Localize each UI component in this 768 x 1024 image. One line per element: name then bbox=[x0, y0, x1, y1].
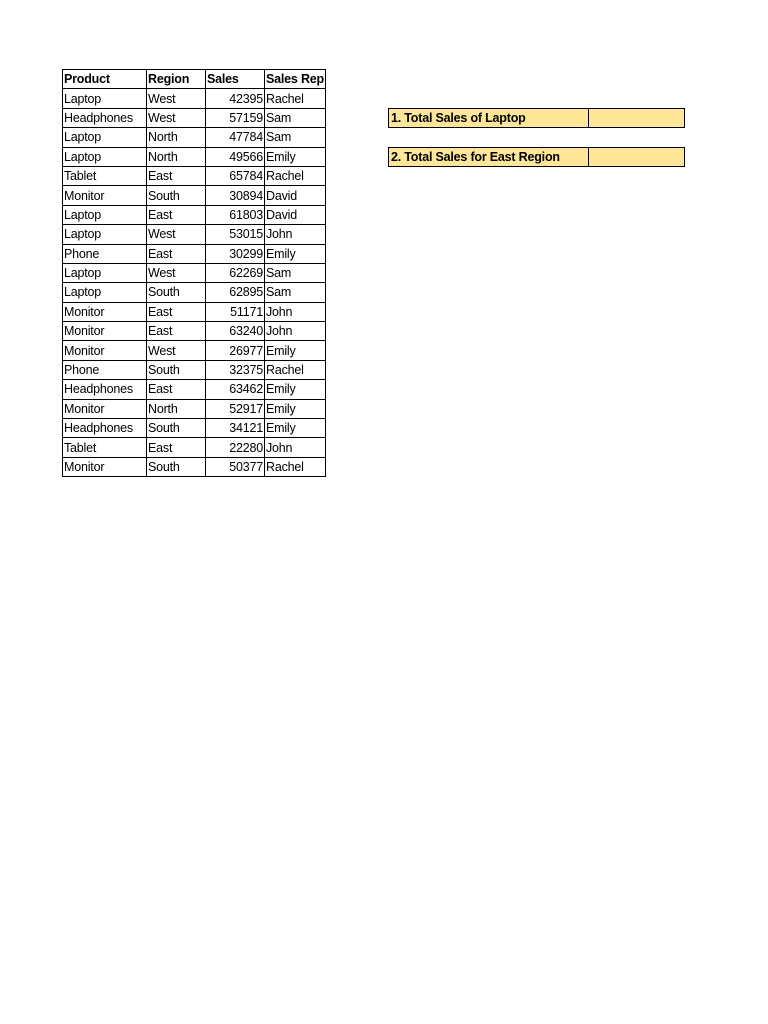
cell-sales-rep[interactable]: John bbox=[265, 225, 326, 244]
table-row bbox=[63, 302, 326, 321]
cell-product[interactable]: Laptop bbox=[63, 205, 147, 224]
cell-region[interactable]: East bbox=[147, 438, 206, 457]
cell-sales[interactable]: 49566 bbox=[206, 147, 265, 166]
question-1-answer-cell[interactable] bbox=[589, 109, 684, 127]
cell-sales-rep[interactable]: Rachel bbox=[265, 166, 326, 185]
cell-sales[interactable]: 22280 bbox=[206, 438, 265, 457]
table-row bbox=[63, 283, 326, 302]
cell-product[interactable]: Monitor bbox=[63, 186, 147, 205]
cell-product[interactable]: Laptop bbox=[63, 225, 147, 244]
cell-region[interactable]: South bbox=[147, 360, 206, 379]
table-row bbox=[63, 263, 326, 282]
cell-sales[interactable]: 26977 bbox=[206, 341, 265, 360]
cell-sales-rep[interactable]: Rachel bbox=[265, 457, 326, 476]
cell-sales-rep[interactable]: John bbox=[265, 438, 326, 457]
cell-sales[interactable]: 42395 bbox=[206, 89, 265, 108]
cell-region[interactable]: East bbox=[147, 244, 206, 263]
cell-product[interactable]: Laptop bbox=[63, 147, 147, 166]
cell-product[interactable]: Phone bbox=[63, 244, 147, 263]
cell-product[interactable]: Tablet bbox=[63, 438, 147, 457]
cell-sales[interactable]: 51171 bbox=[206, 302, 265, 321]
cell-region[interactable]: South bbox=[147, 457, 206, 476]
cell-product[interactable]: Laptop bbox=[63, 283, 147, 302]
cell-product[interactable]: Monitor bbox=[63, 457, 147, 476]
header-product[interactable]: Product bbox=[63, 70, 147, 89]
cell-region[interactable]: North bbox=[147, 128, 206, 147]
cell-sales-rep[interactable]: John bbox=[265, 322, 326, 341]
cell-sales-rep[interactable]: Sam bbox=[265, 283, 326, 302]
question-1-row bbox=[388, 108, 685, 128]
question-2-answer-cell[interactable] bbox=[589, 148, 684, 166]
question-2-row bbox=[388, 147, 685, 167]
question-2-label[interactable]: 2. Total Sales for East Region bbox=[389, 148, 589, 166]
cell-product[interactable]: Monitor bbox=[63, 341, 147, 360]
cell-region[interactable]: East bbox=[147, 380, 206, 399]
table-row bbox=[63, 419, 326, 438]
header-sales[interactable]: Sales bbox=[206, 70, 265, 89]
cell-sales[interactable]: 65784 bbox=[206, 166, 265, 185]
table-row bbox=[63, 341, 326, 360]
cell-region[interactable]: North bbox=[147, 399, 206, 418]
cell-sales-rep[interactable]: Emily bbox=[265, 147, 326, 166]
sales-table bbox=[62, 69, 326, 477]
cell-sales-rep[interactable]: David bbox=[265, 186, 326, 205]
header-region[interactable]: Region bbox=[147, 70, 206, 89]
cell-region[interactable]: South bbox=[147, 419, 206, 438]
cell-sales[interactable]: 63240 bbox=[206, 322, 265, 341]
cell-sales-rep[interactable]: Emily bbox=[265, 399, 326, 418]
table-header-row bbox=[63, 70, 326, 89]
cell-sales[interactable]: 34121 bbox=[206, 419, 265, 438]
cell-sales[interactable]: 61803 bbox=[206, 205, 265, 224]
table-row bbox=[63, 225, 326, 244]
cell-region[interactable]: West bbox=[147, 225, 206, 244]
cell-region[interactable]: South bbox=[147, 186, 206, 205]
cell-sales[interactable]: 32375 bbox=[206, 360, 265, 379]
cell-region[interactable]: West bbox=[147, 89, 206, 108]
cell-sales-rep[interactable]: Emily bbox=[265, 244, 326, 263]
cell-region[interactable]: South bbox=[147, 283, 206, 302]
cell-product[interactable]: Tablet bbox=[63, 166, 147, 185]
cell-sales[interactable]: 62895 bbox=[206, 283, 265, 302]
table-row bbox=[63, 457, 326, 476]
cell-sales-rep[interactable]: Emily bbox=[265, 380, 326, 399]
table-row bbox=[63, 205, 326, 224]
cell-product[interactable]: Laptop bbox=[63, 263, 147, 282]
cell-region[interactable]: West bbox=[147, 108, 206, 127]
cell-sales-rep[interactable]: Sam bbox=[265, 128, 326, 147]
cell-sales-rep[interactable]: Rachel bbox=[265, 360, 326, 379]
table-row bbox=[63, 166, 326, 185]
cell-product[interactable]: Headphones bbox=[63, 419, 147, 438]
cell-sales-rep[interactable]: David bbox=[265, 205, 326, 224]
cell-product[interactable]: Monitor bbox=[63, 302, 147, 321]
cell-sales-rep[interactable]: John bbox=[265, 302, 326, 321]
cell-sales[interactable]: 50377 bbox=[206, 457, 265, 476]
cell-product[interactable]: Laptop bbox=[63, 128, 147, 147]
cell-product[interactable]: Laptop bbox=[63, 89, 147, 108]
cell-region[interactable]: North bbox=[147, 147, 206, 166]
cell-sales[interactable]: 53015 bbox=[206, 225, 265, 244]
cell-sales[interactable]: 30894 bbox=[206, 186, 265, 205]
cell-region[interactable]: East bbox=[147, 205, 206, 224]
table-row bbox=[63, 108, 326, 127]
cell-sales[interactable]: 63462 bbox=[206, 380, 265, 399]
table-row bbox=[63, 322, 326, 341]
cell-region[interactable]: West bbox=[147, 341, 206, 360]
cell-region[interactable]: West bbox=[147, 263, 206, 282]
cell-product[interactable]: Headphones bbox=[63, 380, 147, 399]
table-row bbox=[63, 89, 326, 108]
cell-product[interactable]: Monitor bbox=[63, 399, 147, 418]
cell-sales-rep[interactable]: Emily bbox=[265, 341, 326, 360]
cell-region[interactable]: East bbox=[147, 302, 206, 321]
table-row bbox=[63, 380, 326, 399]
cell-sales[interactable]: 57159 bbox=[206, 108, 265, 127]
table-row bbox=[63, 147, 326, 166]
cell-region[interactable]: East bbox=[147, 166, 206, 185]
cell-product[interactable]: Phone bbox=[63, 360, 147, 379]
table-row bbox=[63, 128, 326, 147]
cell-sales[interactable]: 62269 bbox=[206, 263, 265, 282]
cell-sales-rep[interactable]: Rachel bbox=[265, 89, 326, 108]
cell-sales-rep[interactable]: Emily bbox=[265, 419, 326, 438]
cell-sales-rep[interactable]: Sam bbox=[265, 108, 326, 127]
header-sales-rep[interactable]: Sales Rep bbox=[265, 70, 326, 89]
cell-product[interactable]: Headphones bbox=[63, 108, 147, 127]
table-row bbox=[63, 399, 326, 418]
table-row bbox=[63, 360, 326, 379]
cell-sales-rep[interactable]: Sam bbox=[265, 263, 326, 282]
table-row bbox=[63, 244, 326, 263]
cell-sales[interactable]: 30299 bbox=[206, 244, 265, 263]
cell-sales[interactable]: 47784 bbox=[206, 128, 265, 147]
table-row bbox=[63, 438, 326, 457]
cell-region[interactable]: East bbox=[147, 322, 206, 341]
table-row bbox=[63, 186, 326, 205]
question-1-label[interactable]: 1. Total Sales of Laptop bbox=[389, 109, 589, 127]
table-body bbox=[63, 89, 326, 477]
cell-product[interactable]: Monitor bbox=[63, 322, 147, 341]
cell-sales[interactable]: 52917 bbox=[206, 399, 265, 418]
